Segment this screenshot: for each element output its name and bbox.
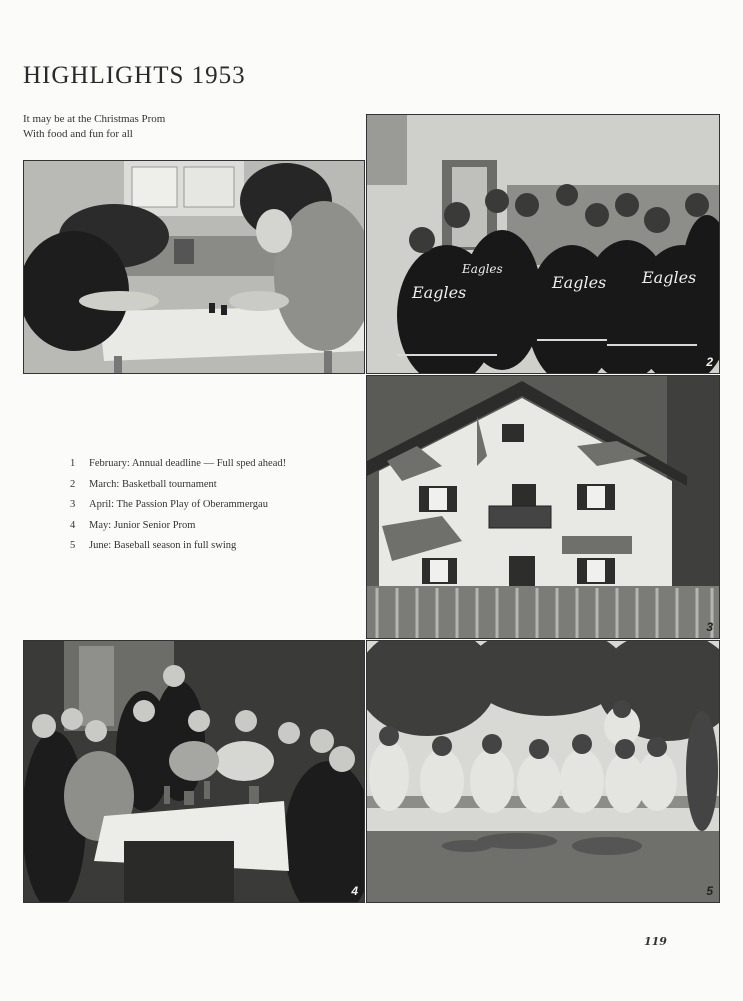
photo-baseball-team-image xyxy=(367,641,719,902)
page-title: HIGHLIGHTS 1953 xyxy=(23,62,246,89)
list-item xyxy=(70,479,286,500)
eagles-jacket-text: Eagles xyxy=(642,268,697,287)
photo-prom-dinner xyxy=(23,640,365,903)
eagles-jacket-text: Eagles xyxy=(412,283,467,302)
photo-eagles-team xyxy=(366,114,720,374)
list-item xyxy=(70,540,286,561)
list-item xyxy=(70,499,286,520)
photo-prom-dinner-image xyxy=(24,641,364,902)
photo-drawing-students xyxy=(23,160,365,374)
page-number: 119 xyxy=(644,935,667,948)
list-item-text: May: Junior Senior Prom xyxy=(89,519,196,531)
list-item-text: June: Baseball season in full swing xyxy=(89,540,237,551)
list-item xyxy=(70,520,286,541)
highlights-list xyxy=(70,458,286,561)
photo-number: 2 xyxy=(706,355,713,369)
photo-number: 3 xyxy=(706,620,713,634)
list-item-text: February: Annual deadline — Full sped ahead! xyxy=(89,458,287,469)
list-item-number: 1 xyxy=(70,458,76,469)
list-item-text: March: Basketball tournament xyxy=(89,478,217,490)
photo-number: 5 xyxy=(706,884,713,898)
photo-oberammergau-house xyxy=(366,375,720,639)
photo-baseball-team xyxy=(366,640,720,903)
caption xyxy=(23,112,165,142)
list-item-number: 4 xyxy=(70,519,76,531)
photo-number: 4 xyxy=(351,884,358,898)
photo-drawing-students-image xyxy=(24,161,364,373)
list-item-number: 2 xyxy=(70,478,76,490)
caption-line-2: With food and fun for all xyxy=(23,128,133,140)
list-item-text: April: The Passion Play of Oberammergau xyxy=(89,499,268,510)
list-item-number: 3 xyxy=(70,499,76,510)
eagles-jacket-text: Eagles xyxy=(552,273,607,292)
photo-oberammergau-house-image xyxy=(367,376,719,638)
list-item-number: 5 xyxy=(70,540,76,551)
caption-line-1: It may be at the Christmas Prom xyxy=(23,113,166,125)
photo-eagles-team-image xyxy=(367,115,719,373)
eagles-jacket-text: Eagles xyxy=(462,262,503,276)
list-item xyxy=(70,458,286,479)
